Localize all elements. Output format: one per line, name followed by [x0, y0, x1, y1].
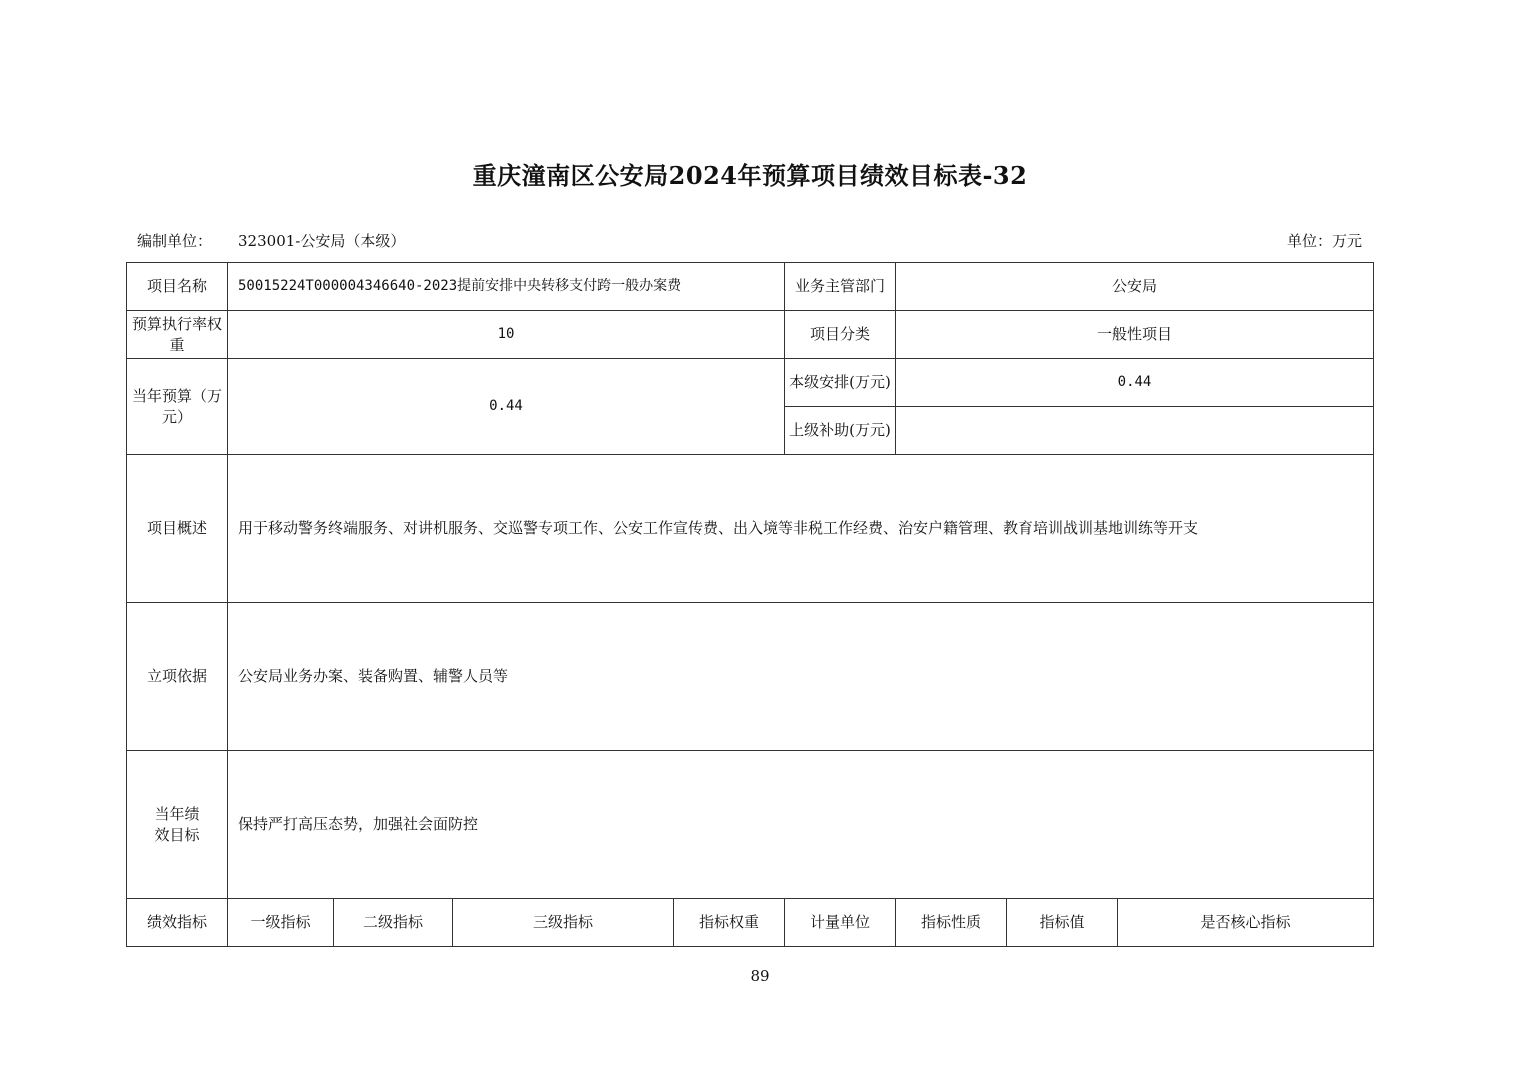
compiling-unit-label: 编制单位：: [137, 232, 213, 250]
performance-table: [126, 262, 1374, 947]
dept-label: 业务主管部门: [785, 263, 896, 311]
table-row: [127, 603, 1374, 751]
indicator-header-cell: 是否核心指标: [1118, 899, 1374, 947]
dept-value: 公安局: [896, 263, 1374, 311]
exec-weight-value: 10: [228, 311, 785, 359]
indicator-header-cell: 三级指标: [453, 899, 674, 947]
basis-value: 公安局业务办案、装备购置、辅警人员等: [228, 603, 1374, 751]
local-budget-label: 本级安排(万元): [785, 359, 896, 407]
currency-unit: 单位：万元: [1286, 232, 1362, 250]
category-value: 一般性项目: [896, 311, 1374, 359]
project-name-value: 50015224T000004346640-2023提前安排中央转移支付跨一般办案费: [228, 263, 785, 311]
table-row: [127, 751, 1374, 899]
page-title: 重庆潼南区公安局2024年预算项目绩效目标表-32: [472, 161, 1028, 190]
table-row: [127, 311, 1374, 359]
indicator-header-row: [127, 899, 1374, 947]
upper-subsidy-label: 上级补助(万元): [785, 407, 896, 455]
goal-value: 保持严打高压态势，加强社会面防控: [228, 751, 1374, 899]
basis-label: 立项依据: [127, 603, 228, 751]
table-row: [127, 359, 1374, 407]
indicator-header-cell: 绩效指标: [127, 899, 228, 947]
overview-value: 用于移动警务终端服务、对讲机服务、交巡警专项工作、公安工作宣传费、出入境等非税工作经费、治安户籍管理、教育培训战训基地训练等开支: [228, 455, 1374, 603]
category-label: 项目分类: [785, 311, 896, 359]
table-row: [127, 263, 1374, 311]
indicator-header-cell: 指标权重: [674, 899, 785, 947]
indicator-header-cell: 指标值: [1007, 899, 1118, 947]
indicator-header-cell: 二级指标: [334, 899, 453, 947]
indicator-header-cell: 指标性质: [896, 899, 1007, 947]
budget-value: 0.44: [228, 359, 785, 455]
project-name-label: 项目名称: [127, 263, 228, 311]
table-row: [127, 455, 1374, 603]
budget-label: 当年预算（万元）: [127, 359, 228, 455]
indicator-header-cell: 计量单位: [785, 899, 896, 947]
overview-label: 项目概述: [127, 455, 228, 603]
exec-weight-label: 预算执行率权重: [127, 311, 228, 359]
upper-subsidy-value: [896, 407, 1374, 455]
indicator-header-cell: 一级指标: [228, 899, 334, 947]
goal-label: 当年绩效目标: [127, 751, 228, 899]
page-number: 89: [750, 967, 770, 985]
compiling-unit-value: 323001-公安局（本级）: [238, 232, 406, 250]
compiling-unit: [137, 230, 405, 251]
local-budget-value: 0.44: [896, 359, 1374, 407]
